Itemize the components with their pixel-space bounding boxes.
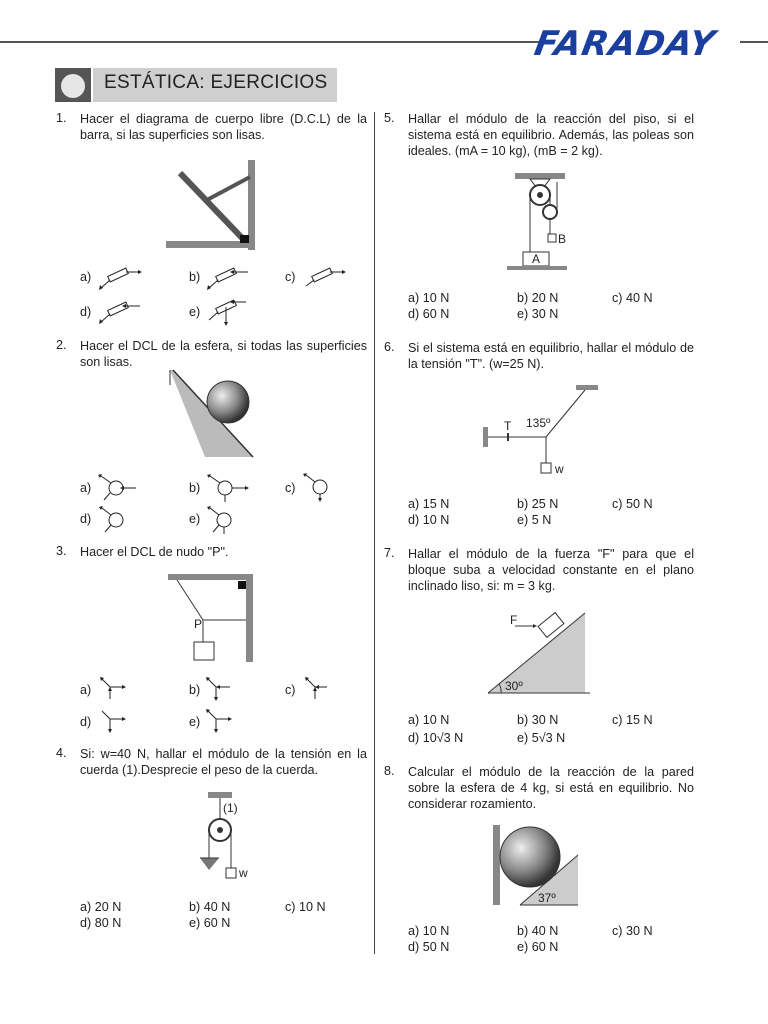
rope-1-label: (1) (223, 801, 238, 815)
q4-option-b[interactable]: b) 40 N (189, 900, 231, 914)
angle-30-label: 30º (505, 679, 523, 693)
question-8-number: 8. (384, 764, 395, 778)
q5-option-a[interactable]: a) 10 N (408, 291, 450, 305)
q5-option-b[interactable]: b) 20 N (517, 291, 559, 305)
q3-option-d[interactable]: d) (80, 715, 92, 729)
question-4-number: 4. (56, 746, 67, 760)
question-6-number: 6. (384, 340, 395, 354)
question-6-figure (480, 383, 605, 483)
question-5-text: Hallar el módulo de la reacción del piso, si el sistema está en equilibrio. Además, las poleas son ideales. (mA = 10 kg), (mB = 2 kg). (408, 112, 694, 158)
q3-option-e-dcl-icon (206, 709, 236, 737)
q1-option-b[interactable]: b) (189, 270, 201, 284)
block-A-label: A (532, 252, 541, 266)
q6-option-e[interactable]: e) 5 N (517, 513, 552, 527)
q2-option-c-dcl-icon (302, 474, 337, 504)
q8-option-b[interactable]: b) 40 N (517, 924, 559, 938)
question-8-text: Calcular el módulo de la reacción de la pared sobre la esfera de 4 kg, si está en equilibrio. No considerar rozamiento. (408, 765, 694, 811)
angle-37-label: 37º (538, 891, 556, 905)
q7-option-a[interactable]: a) 10 N (408, 713, 450, 727)
q2-option-d[interactable]: d) (80, 512, 92, 526)
question-1-number: 1. (56, 111, 67, 125)
q3-option-c-dcl-icon (303, 677, 333, 705)
q4-option-e[interactable]: e) 60 N (189, 916, 231, 930)
q1-option-e[interactable]: e) (189, 305, 201, 319)
question-2-number: 2. (56, 338, 67, 352)
q7-option-c[interactable]: c) 15 N (612, 713, 653, 727)
q5-option-c[interactable]: c) 40 N (612, 291, 653, 305)
q3-option-a-dcl-icon (100, 677, 130, 705)
q7-option-d[interactable]: d) 10√3 N (408, 731, 464, 745)
question-3-figure (165, 572, 260, 664)
weight-w-label: w (239, 866, 248, 880)
brand-logo: FARADAY (531, 24, 719, 64)
q2-option-e-dcl-icon (206, 505, 241, 535)
q6-option-a[interactable]: a) 15 N (408, 497, 450, 511)
q8-option-d[interactable]: d) 50 N (408, 940, 450, 954)
question-4-text: Si: w=40 N, hallar el módulo de la tensión en la cuerda (1).Desprecie el peso de la cuerda. (80, 747, 367, 777)
q2-option-d-dcl-icon (98, 505, 133, 535)
question-7-figure (485, 608, 595, 698)
header-rule-right (740, 41, 768, 43)
question-3-text: Hacer el DCL de nudo "P". (80, 545, 229, 559)
column-divider (374, 112, 375, 954)
q8-option-e[interactable]: e) 60 N (517, 940, 559, 954)
q1-option-c[interactable]: c) (285, 270, 296, 284)
q1-option-c-dcl-icon (302, 266, 347, 292)
q3-option-d-dcl-icon (100, 709, 130, 737)
q5-option-d[interactable]: d) 60 N (408, 307, 450, 321)
q3-option-a[interactable]: a) (80, 683, 92, 697)
q4-option-a[interactable]: a) 20 N (80, 900, 122, 914)
question-7-text: Hallar el módulo de la fuerza "F" para que el bloque suba a velocidad constante en el plano inclinado liso, si: m = 3 kg. (408, 547, 694, 593)
tension-T-label: T (504, 419, 512, 433)
q5-option-e[interactable]: e) 30 N (517, 307, 559, 321)
question-8-figure (490, 822, 585, 912)
q1-option-a-dcl-icon (98, 266, 143, 292)
q8-option-a[interactable]: a) 10 N (408, 924, 450, 938)
section-title: ESTÁTICA: EJERCICIOS (104, 72, 328, 93)
q6-option-c[interactable]: c) 50 N (612, 497, 653, 511)
q6-option-b[interactable]: b) 25 N (517, 497, 559, 511)
force-F-label: F (510, 613, 518, 627)
q3-option-c[interactable]: c) (285, 683, 296, 697)
q4-option-d[interactable]: d) 80 N (80, 916, 122, 930)
question-4-figure (195, 790, 265, 885)
q1-option-b-dcl-icon (206, 266, 251, 292)
question-1-text: Hacer el diagrama de cuerpo libre (D.C.L) de la barra, si las superficies son lisas. (80, 112, 367, 142)
q2-option-a[interactable]: a) (80, 481, 92, 495)
q4-option-c[interactable]: c) 10 N (285, 900, 326, 914)
block-B-label: B (558, 232, 567, 246)
q2-option-e[interactable]: e) (189, 512, 201, 526)
q2-option-c[interactable]: c) (285, 481, 296, 495)
question-2-figure (165, 365, 265, 460)
q7-option-b[interactable]: b) 30 N (517, 713, 559, 727)
question-5-number: 5. (384, 111, 395, 125)
q1-option-a[interactable]: a) (80, 270, 92, 284)
q3-option-b-dcl-icon (206, 677, 236, 705)
header-rule (0, 41, 545, 43)
question-2-text: Hacer el DCL de la esfera, si todas las superficies son lisas. (80, 339, 367, 369)
question-6-text: Si el sistema está en equilibrio, hallar el módulo de la tensión "T". (w=25 N). (408, 341, 694, 371)
q2-option-b[interactable]: b) (189, 481, 201, 495)
question-5-figure (505, 170, 580, 275)
q1-option-e-dcl-icon (206, 298, 251, 328)
question-7-number: 7. (384, 546, 395, 560)
question-1-figure (160, 155, 260, 255)
q1-option-d[interactable]: d) (80, 305, 92, 319)
section-badge-circle-icon (61, 74, 85, 98)
q7-option-e[interactable]: e) 5√3 N (517, 731, 566, 745)
q2-option-b-dcl-icon (205, 474, 250, 504)
node-P-label: P (194, 617, 203, 631)
weight-w-label: w (555, 462, 564, 476)
q3-option-b[interactable]: b) (189, 683, 201, 697)
q1-option-d-dcl-icon (98, 300, 143, 326)
q2-option-a-dcl-icon (96, 474, 141, 504)
question-3-number: 3. (56, 544, 67, 558)
q3-option-e[interactable]: e) (189, 715, 201, 729)
q6-option-d[interactable]: d) 10 N (408, 513, 450, 527)
q8-option-c[interactable]: c) 30 N (612, 924, 653, 938)
angle-135-label: 135º (526, 416, 551, 430)
